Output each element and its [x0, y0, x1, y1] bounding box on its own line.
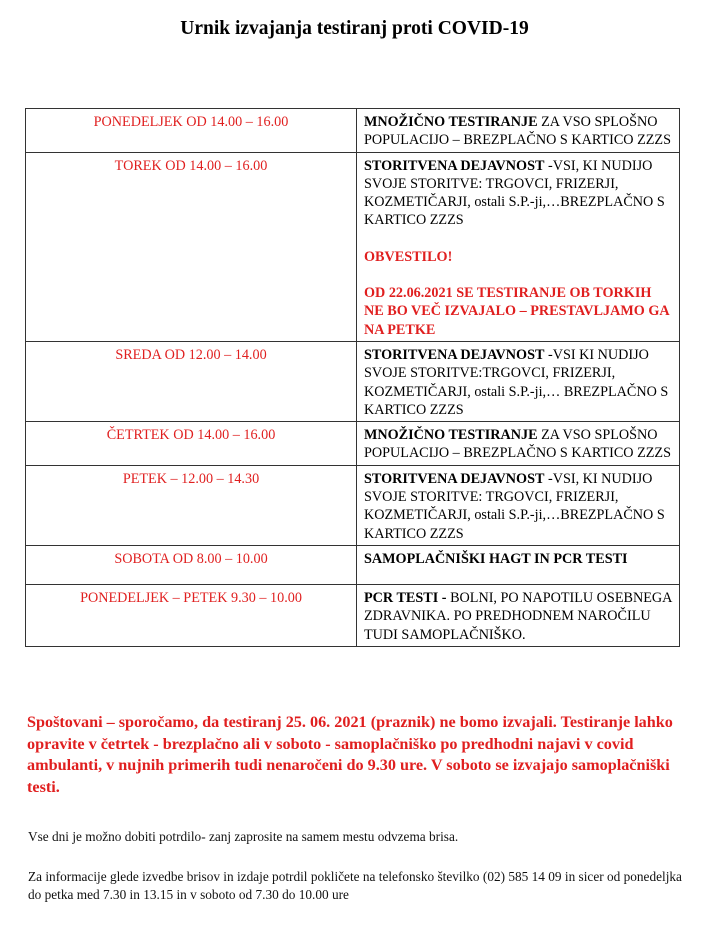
service-type: MNOŽIČNO TESTIRANJE — [364, 114, 538, 130]
day-cell: PONEDELJEK – PETEK 9.30 – 10.00 — [26, 584, 357, 646]
service-type: STORITVENA DEJAVNOST — [364, 157, 545, 174]
table-row — [26, 584, 680, 646]
holiday-announcement: Spoštovani – sporočamo, da testiranj 25. 06. 2021 (praznik) ne bomo izvajali. Testiranje lahko opravite v četrtek - brezplačno ali v soboto - samoplačniško po predhodni najavi v covid ambulanti, v nujnih primerih tudi nenaročeni do 9.30 ure. V soboto se izvajajo samoplačniški testi. — [27, 713, 673, 796]
contact-info: Za informacije glede izvedbe brisov in izdaje potrdil pokličete na telefonsko številko (02) 585 14 09 in sicer od ponedeljka do petka med 7.30 in 13.15 in v soboto od 7.30 do 10.00 ure — [28, 869, 682, 902]
description-cell — [357, 465, 680, 545]
description-cell — [357, 584, 680, 646]
table-row — [26, 422, 680, 466]
service-type: STORITVENA DEJAVNOST — [364, 346, 545, 363]
table-row — [26, 465, 680, 545]
notice-title: OBVESTILO! — [364, 248, 453, 265]
certificate-info: Vse dni je možno dobiti potrdilo- zanj zaprosite na samem mestu odvzema brisa. — [28, 829, 459, 844]
service-type: SAMOPLAČNIŠKI HAGT IN PCR TESTI — [364, 550, 628, 567]
service-description: -VSI, KI NUDIJO SVOJE STORITVE: TRGOVCI, FRIZERJI, KOZMETIČARJI, ostali S.P.-ji,…BREZPLAČNO S KARTICO ZZZS — [364, 470, 665, 542]
day-cell: SREDA OD 12.00 – 14.00 — [26, 341, 357, 421]
service-type: PCR TESTI - — [364, 589, 447, 606]
description-cell — [357, 545, 680, 584]
day-cell: TOREK OD 14.00 – 16.00 — [26, 152, 357, 341]
day-cell: ČETRTEK OD 14.00 – 16.00 — [26, 422, 357, 466]
service-description: ZA VSO SPLOŠNO POPULACIJO – BREZPLAČNO S KARTICO ZZZS — [364, 427, 671, 462]
table-row — [26, 545, 680, 584]
day-cell: PETEK – 12.00 – 14.30 — [26, 465, 357, 545]
service-description: BOLNI, PO NAPOTILU OSEBNEGA ZDRAVNIKA. PO PREDHODNEM NAROČILU TUDI SAMOPLAČNIŠKO. — [364, 589, 672, 643]
table-row — [26, 152, 680, 341]
notice-block — [364, 248, 673, 339]
table-row — [26, 109, 680, 153]
schedule-table — [25, 108, 680, 647]
service-description: ZA VSO SPLOŠNO POPULACIJO – BREZPLAČNO S KARTICO ZZZS — [364, 114, 671, 149]
day-cell: PONEDELJEK OD 14.00 – 16.00 — [26, 109, 357, 153]
description-cell — [357, 422, 680, 466]
description-cell — [357, 152, 680, 341]
day-cell: SOBOTA OD 8.00 – 10.00 — [26, 545, 357, 584]
service-type: MNOŽIČNO TESTIRANJE — [364, 427, 538, 444]
description-cell — [357, 109, 680, 153]
table-row — [26, 341, 680, 421]
description-cell — [357, 341, 680, 421]
page-title: Urnik izvajanja testiranj proti COVID-19 — [180, 18, 529, 39]
service-type: STORITVENA DEJAVNOST — [364, 470, 545, 487]
service-description: -VSI, KI NUDIJO SVOJE STORITVE: TRGOVCI, FRIZERJI, KOZMETIČARJI, ostali S.P.-ji,…BREZPLAČNO S KARTICO ZZZS — [364, 157, 665, 229]
notice-text: OD 22.06.2021 SE TESTIRANJE OB TORKIH NE BO VEČ IZVAJALO – PRESTAVLJAMO GA NA PETKE — [364, 285, 669, 338]
service-description: -VSI KI NUDIJO SVOJE STORITVE:TRGOVCI, FRIZERJI, KOZMETIČARJI, ostali S.P.-ji,… BREZPLAČNO S KARTICO ZZZS — [364, 346, 669, 418]
